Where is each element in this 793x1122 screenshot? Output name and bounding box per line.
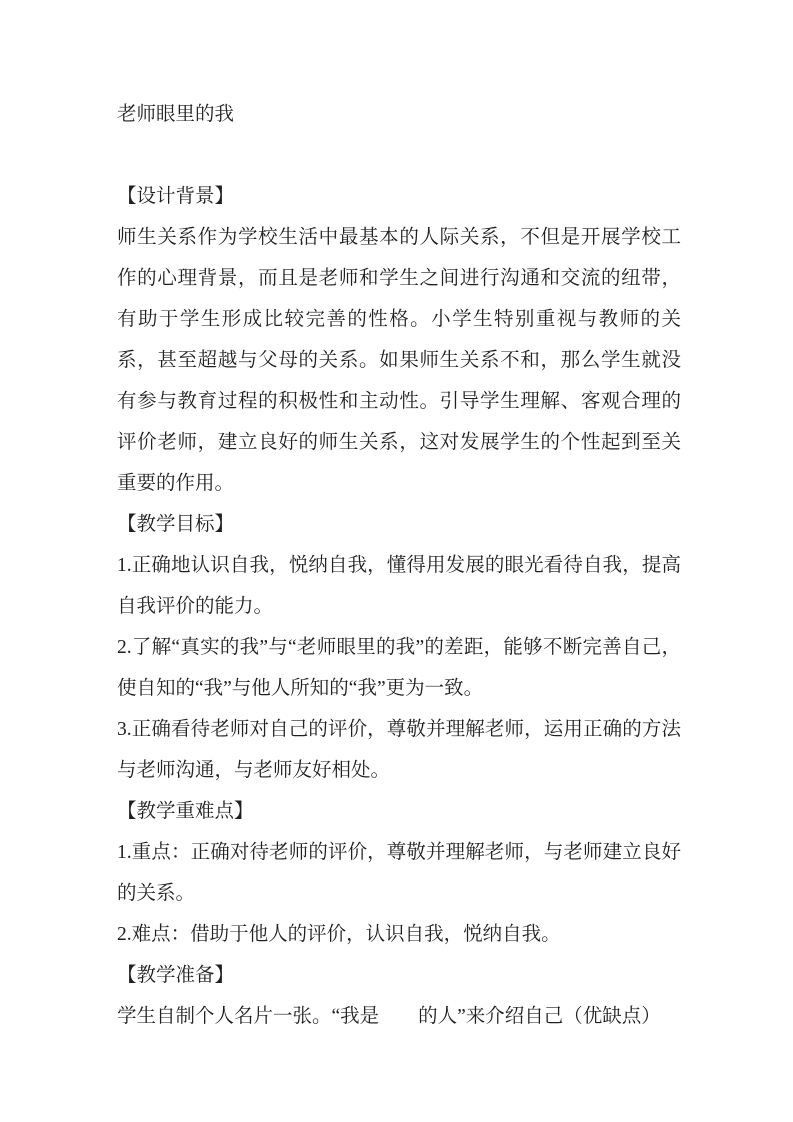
document-title: 老师眼里的我	[117, 104, 235, 125]
section-heading-key-difficult-points: 【教学重难点】	[117, 801, 254, 822]
blank-line	[117, 135, 681, 176]
paragraph-difficult-point: 2.难点：借助于他人的评价，认识自我，悦纳自我。	[117, 924, 561, 945]
section-heading-teaching-preparation: 【教学准备】	[117, 965, 235, 986]
paragraph-key-point: 1.重点：正确对待老师的评价，尊敬并理解老师，与老师建立良好的关系。	[117, 842, 681, 904]
paragraph-goal-1: 1.正确地认识自我，悦纳自我，懂得用发展的眼光看待自我，提高自我评价的能力。	[117, 555, 681, 617]
paragraph-goal-3: 3.正确看待老师对自己的评价，尊敬并理解老师，运用正确的方法与老师沟通，与老师友好相处。	[117, 719, 681, 781]
section-heading-design-background: 【设计背景】	[117, 186, 235, 207]
paragraph-goal-2: 2.了解“真实的我”与“老师眼里的我”的差距，能够不断完善自己，使自知的“我”与他人所知的“我”更为一致。	[117, 637, 681, 699]
paragraph-preparation: 学生自制个人名片一张。“我是 的人”来介绍自己（优缺点）	[117, 1006, 661, 1027]
paragraph-design-background: 师生关系作为学校生活中最基本的人际关系，不但是开展学校工作的心理背景，而且是老师和学生之间进行沟通和交流的纽带，有助于学生形成比较完善的性格。小学生特别重视与教师的关系，甚至超越与父母的关系。如果师生关系不和，那么学生就没有参与教育过程的积极性和主动性。引导学生理解、客观合理的评价老师，建立良好的师生关系，这对发展学生的个性起到至关重要的作用。	[117, 227, 681, 494]
section-heading-teaching-goals: 【教学目标】	[117, 514, 235, 535]
